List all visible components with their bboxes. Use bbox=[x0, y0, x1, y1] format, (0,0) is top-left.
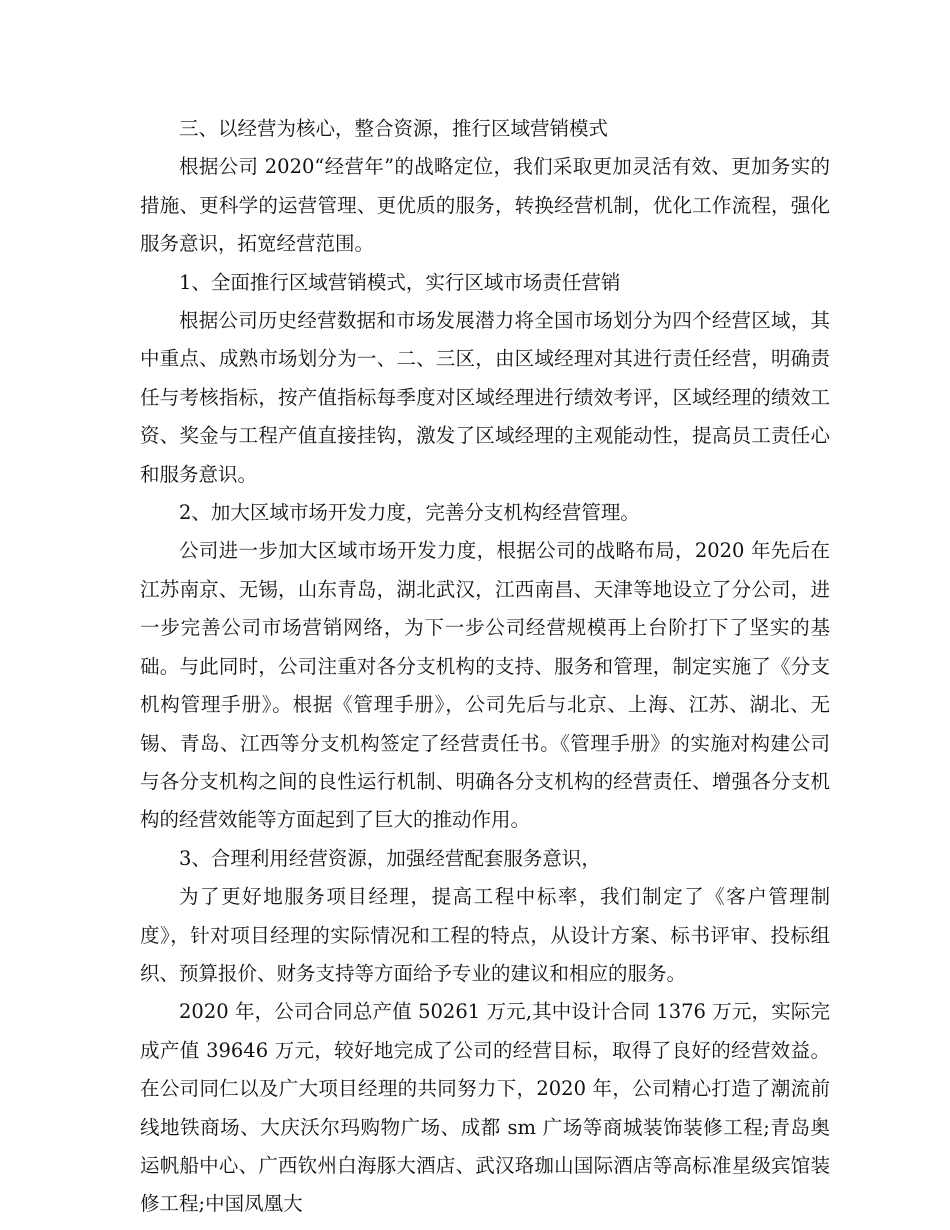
body-paragraph: 根据公司历史经营数据和市场发展潜力将全国市场划分为四个经营区域，其中重点、成熟市场划分为一、二、三区，由区域经理对其进行责任经营，明确责任与考核指标，按产值指标每季度对区域经理进行绩效考评，区域经理的绩效工资、奖金与工程产值直接挂钩，激发了区域经理的主观能动性，提高员工责任心和服务意识。 bbox=[140, 309, 830, 486]
subsection-heading: 2、加大区域市场开发力度，完善分支机构经营管理。 bbox=[179, 501, 640, 525]
body-paragraph: 根据公司 2020“经营年”的战略定位，我们采取更加灵活有效、更加务实的措施、更科学的运营管理、更优质的服务，转换经营机制，优化工作流程，强化服务意识，拓宽经营范围。 bbox=[140, 155, 830, 256]
subsection-heading: 1、全面推行区域营销模式，实行区域市场责任营销 bbox=[179, 270, 621, 294]
document-body bbox=[140, 110, 830, 1224]
subsection-heading: 3、合理利用经营资源，加强经营配套服务意识， bbox=[179, 846, 601, 870]
section-heading: 三、以经营为核心，整合资源，推行区域营销模式 bbox=[179, 117, 609, 140]
body-paragraph: 为了更好地服务项目经理，提高工程中标率，我们制定了《客户管理制度》，针对项目经理的实际情况和工程的特点，从设计方案、标书评审、投标组织、预算报价、财务支持等方面给予专业的建议和相应的服务。 bbox=[140, 885, 830, 985]
body-paragraph: 公司进一步加大区域市场开发力度，根据公司的战略布局，2020 年先后在江苏南京、无锡，山东青岛，湖北武汉，江西南昌、天津等地设立了分公司，进一步完善公司市场营销网络，为下一步公司经营规模再上台阶打下了坚实的基础。与此同时，公司注重对各分支机构的支持、服务和管理，制定实施了《分支机构管理手册》。根据《管理手册》，公司先后与北京、上海、江苏、湖北、无锡、青岛、江西等分支机构签定了经营责任书。《管理手册》的实施对构建公司与各分支机构之间的良性运行机制、明确各分支机构的经营责任、增强各分支机构的经营效能等方面起到了巨大的推动作用。 bbox=[140, 539, 830, 832]
body-paragraph: 2020 年，公司合同总产值 50261 万元,其中设计合同 1376 万元，实际完成产值 39646 万元，较好地完成了公司的经营目标，取得了良好的经营效益。在公司同仁以及广大项目经理的共同努力下，2020 年，公司精心打造了潮流前线地铁商场、大庆沃尔玛购物广场、成都 sm 广场等商城装饰装修工程;青岛奥运帆船中心、广西钦州白海豚大酒店、武汉珞珈山国际酒店等高标准星级宾馆装修工程;中国凤凰大 bbox=[140, 1000, 830, 1216]
